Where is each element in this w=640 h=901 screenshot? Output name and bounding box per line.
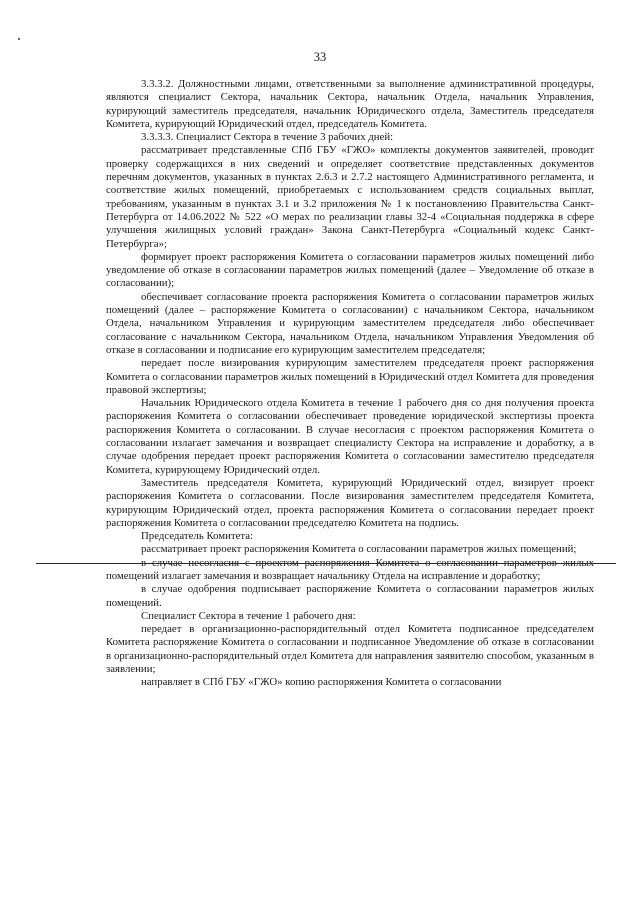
paragraph: в случае одобрения подписывает распоряжение Комитета о согласовании параметров жилых помещений.	[106, 583, 594, 609]
paragraph: рассматривает представленные СПб ГБУ «ГЖО» комплекты документов заявителей, проводит проверку содержащихся в них сведений и определяет соответствие представленных документов перечням документов, указанных в пунктах 2.6.3 и 2.7.2 настоящего Административного регламента, и соответствие жилых помещений, приобретаемых с использованием средств социальных выплат, требованиям, указанным в пунктах 3.1 и 3.2 приложения № 1 к постановлению Правительства Санкт-Петербурга от 14.06.2022 № 522 «О мерах по реализации главы 32-4 «Социальная поддержка в сфере улучшения жилищных условий граждан» Закона Санкт-Петербурга «Социальный кодекс Санкт-Петербурга»;	[106, 144, 594, 250]
scan-speck	[18, 38, 20, 40]
paragraph: 3.3.3.2. Должностными лицами, ответственными за выполнение административной процедуры, являются специалист Сектора, начальник Сектора, начальник Отдела, начальник Управления, курирующий заместитель председателя, начальник Юридического отдела, Заместитель председателя Комитета, курирующий Юридический отдел, председатель Комитета.	[106, 78, 594, 130]
paragraph: Председатель Комитета:	[141, 530, 254, 543]
paragraph: обеспечивает согласование проекта распоряжения Комитета о согласовании параметров жилых помещений (далее – распоряжение Комитета о согласовании) с начальником Сектора, начальником Отдела, начальником Управления и курирующим заместителем председателя либо обеспечивает согласование с начальником Сектора, начальником Отдела, начальником Управления Уведомления об отказе в согласовании и подписание его курирующим заместителем председателя;	[106, 290, 594, 356]
paragraph: передает после визирования курирующим заместителем председателя проект распоряжения Комитета о согласовании параметров жилых помещений в Юридический отдел Комитета для проведения правовой экспертизы;	[106, 357, 594, 396]
paragraph: формирует проект распоряжения Комитета о согласовании параметров жилых помещений либо уведомление об отказе в согласовании параметров жилых помещений (далее – Уведомление об отказе в согласовании);	[106, 250, 594, 290]
paragraph: Заместитель председателя Комитета, курирующий Юридический отдел, визирует проект распоряжения Комитета о согласовании. После визирования заместителем председателя Комитета, курирующим Юридический отдел, проекта распоряжения Комитета о согласовании передает проект распоряжения Комитета о согласовании председателю Комитета на подпись.	[106, 476, 594, 529]
paragraph: рассматривает проект распоряжения Комитета о согласовании параметров жилых помещений;	[141, 543, 577, 556]
paragraph: в случае несогласия с проектом распоряжения Комитета о согласовании параметров жилых помещений излагает замечания и возвращает начальнику Отдела на исправление и доработку;	[106, 556, 594, 582]
paragraph: 3.3.3.3. Специалист Сектора в течение 3 рабочих дней:	[141, 131, 394, 144]
document-body	[106, 78, 594, 690]
paragraph: Специалист Сектора в течение 1 рабочего дня:	[141, 609, 356, 622]
paragraph: передает в организационно-распорядительный отдел Комитета подписанное председателем Комитета распоряжение Комитета о согласовании и подписанное Уведомление об отказе в согласовании в организационно-распорядительный отдел Комитета для направления заявителю способом, указанным в заявлении;	[106, 623, 594, 676]
scan-fold-line	[36, 563, 616, 564]
paragraph: направляет в СПб ГБУ «ГЖО» копию распоряжения Комитета о согласовании	[141, 676, 502, 689]
page-number: 33	[313, 50, 327, 64]
paragraph: Начальник Юридического отдела Комитета в течение 1 рабочего дня со дня получения проекта распоряжения Комитета о согласовании обеспечивает проведение юридической экспертизы проекта распоряжения Комитета о согласовании. В случае несогласия с проектом распоряжения Комитета о согласовании излагает замечания и возвращает специалисту Сектора на исправление и доработку, а в случае одобрения передает проект распоряжения Комитета о согласовании заместителю председателя Комитета, курирующему Юридический отдел.	[106, 397, 594, 476]
